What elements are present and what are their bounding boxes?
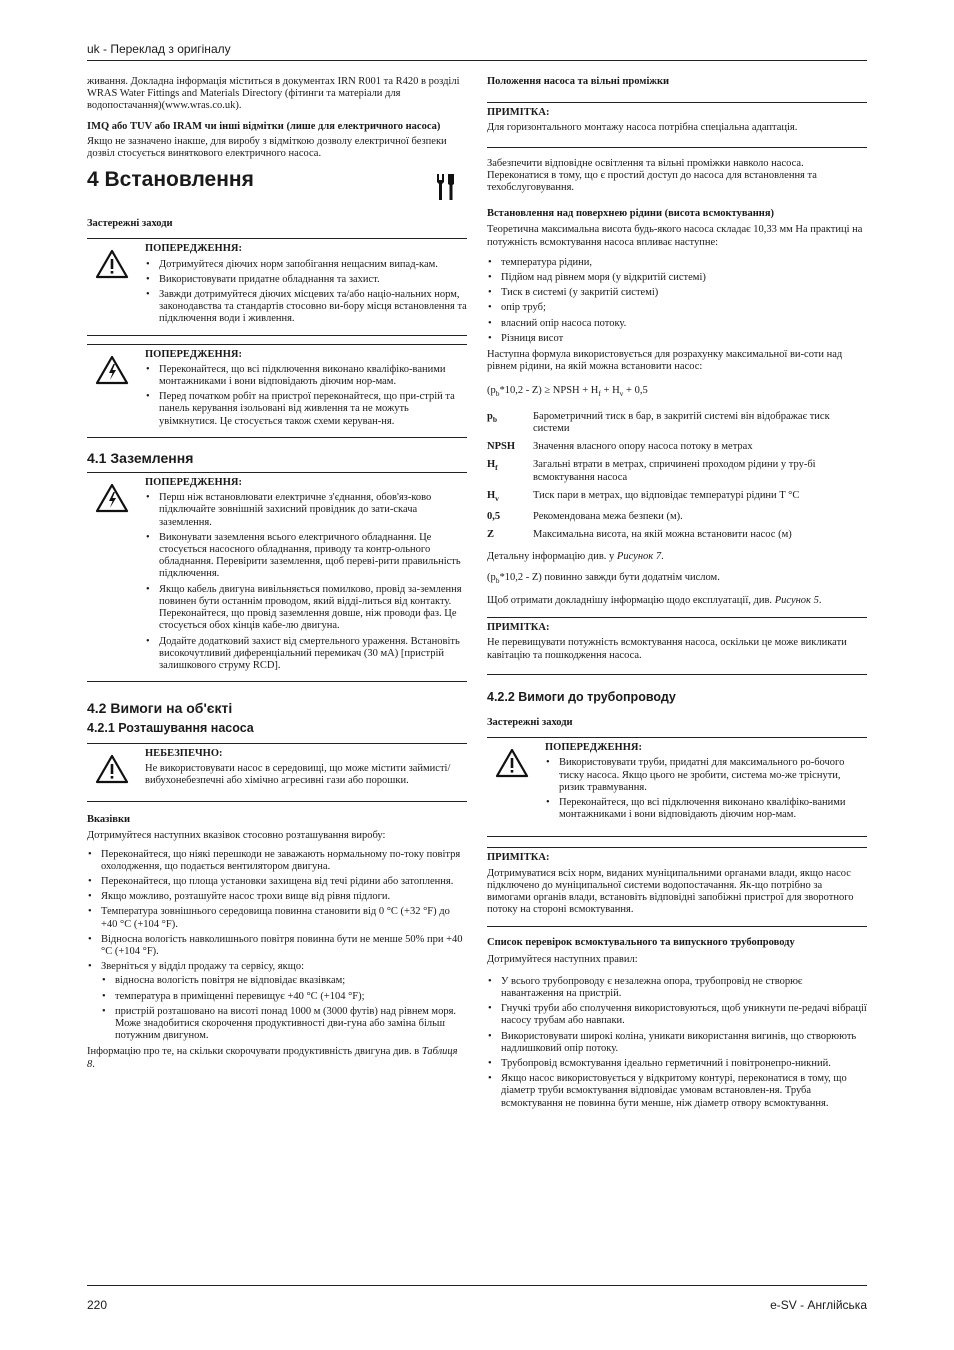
definition-key: 0,5 [487, 511, 501, 523]
lighting-text: Забезпечити відповідне освітлення та вільні проміжки навколо насоса. Переконатися в тому, що є простий доступ до насоса для встановлення та техобслуговування. [487, 157, 817, 194]
list-item: • Перш ніж встановлювати електричне з'єднання, обов'яз-ково підключайте зовнішній захисний провідник до зати-скача заземлення. [145, 492, 467, 529]
list-item: • Дотримуйтеся діючих норм запобігання нещасним випад-кам. [145, 259, 467, 271]
right-column [487, 76, 867, 1113]
list-item: • Перед початком робіт на пристрої переконайтеся, що при-стрій та панель керування ізольовані від живлення та не можуть увімкнутися. Це стосується також схеми керуван-ня. [145, 391, 467, 428]
list-item: • опір труб; [487, 302, 867, 314]
list-item: • Підйом над рівнем моря (у відкритій системі) [487, 272, 867, 284]
list-item: • Якщо можливо, розташуйте насос трохи вище від рівня підлоги. [87, 891, 467, 903]
suction-intro: Теоретична максимальна висота будь-якого насоса складає 10,33 мм На практиці на потужність всмоктування насоса впливає наступне: [487, 224, 863, 248]
page-header: uk - Переклад з оригіналу [87, 42, 231, 56]
precautions-heading: Застережні заходи [487, 716, 573, 728]
derate-text [87, 1046, 467, 1070]
list-item: • Використовувати широкі коліна, уникати використання вигинів, що створюють надлишковий опір потоку. [487, 1031, 867, 1055]
electrical-hazard-icon [87, 477, 145, 675]
guidelines-intro: Дотримуйтеся наступних вказівок стосовно розташування виробу: [87, 830, 386, 842]
operation-text [487, 595, 867, 607]
list-item: • У всього трубопроводу є незалежна опора, трубопровід не створює навантаження на пристрій. [487, 976, 867, 1000]
footer-divider [87, 1285, 867, 1286]
note-title: ПРИМІТКА: [487, 622, 550, 634]
section-4-2-2-title: 4.2.2 Вимоги до трубопроводу [487, 689, 676, 704]
section-4-2-title: 4.2 Вимоги на об'єкті [87, 700, 233, 717]
positive-text: $(p_b*10,2 - Z)$ повинно завжди бути додатнім числом. [487, 571, 720, 585]
electrical-hazard-icon [87, 349, 145, 431]
list-item: • Трубопровід всмоктування ідеально герметичний і повітронепро-никний. [487, 1058, 867, 1070]
list-item: • Переконайтеся, що площа установки захищена від течі рідини або затоплення. [87, 876, 467, 888]
list-item: • Різниця висот [487, 333, 867, 345]
table-8-link[interactable]: Таблиця 8 [87, 1046, 458, 1070]
definition-text: Барометричний тиск в бар, в закритій системі він відображає тиск системи [533, 410, 830, 434]
section-4-1-title: 4.1 Заземлення [87, 449, 194, 466]
note-text: Не перевищувати потужність всмоктування насоса, оскільки це може викликати кавітацію та пошкодження насоса. [487, 637, 847, 661]
definition-text: Максимальна висота, на якій можна встановити насос (м) [533, 529, 792, 541]
definition-text: Тиск пари в метрах, що відповідає температурі рідини T °C [533, 489, 800, 501]
warning-icon [87, 243, 145, 328]
list-item [87, 961, 467, 1042]
list-item: • Якщо кабель двигуна вивільняється помилково, провід за-землення повинен бути останнім проводом, який відді-литься від контакту. Переконайтеся, що провід заземлення довше, ніж проводи фаз. Це стосується обох кінців кабе-лю двигуна. [145, 584, 467, 633]
danger-icon [87, 748, 145, 788]
danger-text: Не використовувати насос в середовищі, що може містити займисті/вибухонебезпечні або хімічно агресивні гази або порошки. [145, 762, 451, 786]
warning-box-general [87, 238, 467, 335]
note-box-horizontal [487, 102, 867, 147]
list-item: • Тиск в системі (у закритій системі) [487, 287, 867, 299]
left-column [87, 76, 467, 1079]
sub-list-item: • відносна вологість повітря не відповідає вказівкам; [101, 975, 467, 987]
definition-key: $H_f$ [487, 459, 498, 473]
warning-box-piping [487, 737, 867, 837]
imq-heading: IMQ або TUV або IRAM чи інші відмітки (лише для електричного насоса) [87, 120, 441, 132]
definition-key: $H_v$ [487, 489, 499, 503]
position-heading: Положення насоса та вільні проміжки [487, 76, 670, 87]
footer-product: e-SV - Англійська [770, 1298, 867, 1312]
figure-7-link[interactable]: Рисунок 7 [616, 551, 662, 563]
warning-box-electrical [87, 344, 467, 438]
definition-key: $p_b$ [487, 410, 498, 424]
definition-key: Z [487, 529, 495, 541]
derate-text-end: . [92, 1058, 95, 1070]
definitions-list [487, 411, 867, 542]
list-item: • температура рідини, [487, 257, 867, 269]
definition-text: Значення власного опору насоса потоку в метрах [533, 441, 753, 453]
sub-list-item: • температура в приміщенні перевищує +40 °C (+104 °F); [101, 991, 467, 1003]
page-number: 220 [87, 1298, 108, 1312]
guidelines-heading: Вказівки [87, 814, 131, 826]
precautions-heading: Застережні заходи [87, 218, 173, 230]
detail-text-end: . [661, 551, 664, 563]
list-item: • Використовувати придатне обладнання та захист. [145, 274, 467, 286]
note-text: Для горизонтального монтажу насоса потрібна спеціальна адаптація. [487, 122, 798, 134]
list-item: • Завжди дотримуйтеся діючих місцевих та/або націо-нальних норм, законодавства та стандартів стосовно ви-бору місця встановлення та підключення води і живлення. [145, 289, 467, 326]
section-4-2-1-title: 4.2.1 Розташування насоса [87, 721, 254, 736]
list-item: • Температура зовнішнього середовища повинна становити від 0 °C (+32 °F) до +40 °C (+104 °F). [87, 906, 467, 930]
formula-intro: Наступна формула використовується для розрахунку максимальної ви-соти над рівнем рідини, на якій можна встановити насос: [487, 349, 843, 373]
detail-text [487, 551, 867, 563]
note-title: ПРИМІТКА: [487, 852, 550, 864]
warning-title: ПОПЕРЕДЖЕННЯ: [545, 742, 642, 754]
list-item: • Переконайтеся, що всі підключення виконано кваліфіко-ваними монтажниками і вони відповідають діючим нор-мам. [545, 797, 867, 821]
list-item: • Гнучкі труби або сполучення використовуються, щоб уникнути пе-редачі вібрації насосу трубам або навпаки. [487, 1003, 867, 1027]
definition-key: NPSH [487, 441, 516, 453]
definition-text: Рекомендована межа безпеки (м). [533, 511, 683, 523]
figure-5-link[interactable]: Рисунок 5 [774, 594, 819, 606]
list-item: • Виконувати заземлення всього електричного обладнання. Це стосується насосного обладнання, приводу та контр-ольного обладнання. Перевірити заземлення, щоб переві-рити правильність підключення. [145, 532, 467, 581]
danger-title: НЕБЕЗПЕЧНО: [145, 747, 223, 759]
intro-text: живання. Докладна інформація міститься в документах IRN R001 та R420 в розділі WRAS Water Fittings and Materials Directory (фітинги та матеріали для водопостачання)(www.wras.co.uk). [87, 76, 460, 112]
note-box-municipal [487, 847, 867, 927]
warning-title: ПОПЕРЕДЖЕННЯ: [145, 348, 242, 360]
list-item: • Якщо насос використовується у відкритому контурі, переконатися в тому, що діаметр труби всмоктування відповідає умовам встановлен-ня. Труба всмоктування не повинна бути менше, ніж діаметр отвору всмоктування. [487, 1073, 867, 1110]
operation-text-body: Щоб отримати докладнішу інформацію щодо експлуатації, див. [487, 594, 775, 606]
imq-text: Якщо не зазначено інакше, для виробу з відміткою дозволу електричної безпеки дозвіл стосується виняткового електричного насоса. [87, 135, 447, 160]
derate-text-body: Інформацію про те, на скільки скорочувати продуктивність двигуна див. в [87, 1046, 422, 1058]
header-divider [87, 60, 867, 61]
formula: $(p_b*10,2 - Z)$ ≥ NPSH + $H_f + H_v + 0,5$ [487, 385, 648, 399]
warning-icon [487, 742, 545, 824]
note-box-cavitation [487, 617, 867, 675]
sub-list-item: • пристрій розташовано на висоті понад 1000 м (3000 футів) над рівнем моря. Може знадобитися скорочення продуктивності дви-гуна або заміна більш потужним двигуном. [101, 1006, 467, 1043]
list-item: • Відносна вологість навколишнього повітря повинна бути не менше 50% при +40 °C (+104 °F). [87, 934, 467, 958]
list-item: • Використовувати труби, придатні для максимального ро-бочого тиску насоса. Якщо цього не зробити, система мо-же тріснути, ризик травмування. [545, 757, 867, 794]
list-item: • власний опір насоса потоку. [487, 318, 867, 330]
definition-text: Загальні втрати в метрах, спричинені проходом рідини у тру-бі всмоктування насоса [533, 459, 816, 483]
chapter-title: 4 Встановлення [87, 168, 254, 192]
chapter-heading [87, 168, 467, 206]
checklist-intro: Дотримуйтеся наступних правил: [487, 953, 638, 965]
list-item: • Переконайтеся, що всі підключення виконано кваліфіко-ваними монтажниками і вони відповідають діючим нор-мам. [145, 364, 467, 388]
suction-heading: Встановлення над поверхнею рідини (висота всмоктування) [487, 208, 775, 220]
note-text: Дотримуватися всіх норм, виданих муніципальними органами влади, якщо насос підключено до муніципальної системи водопостачання. Як-що потрібно за вимогами органів влади, встановіть відповідні запобіжні пристрої для зворотного потоку на стороні всмоктування. [487, 867, 854, 916]
list-item-text: Зверніться у відділ продажу та сервісу, якщо: [101, 961, 304, 973]
checklist-heading: Список перевірок всмоктувального та випускного трубопроводу [487, 937, 795, 949]
note-title: ПРИМІТКА: [487, 107, 550, 119]
tools-icon [433, 172, 457, 202]
list-item: • Додайте додатковий захист від смертельного ураження. Встановіть високочутливий диференціальний перемикач (30 мА) [пристрій залишкового струму RCD]. [145, 636, 467, 673]
list-item: • Переконайтеся, що ніякі перешкоди не заважають нормальному по-току повітря охолодження, що подається вентилятором двигуна. [87, 849, 467, 873]
detail-text-body: Детальну інформацію див. у [487, 551, 617, 563]
operation-text-end: . [818, 594, 822, 606]
warning-box-grounding [87, 472, 467, 682]
danger-box [87, 743, 467, 803]
warning-title: ПОПЕРЕДЖЕННЯ: [145, 477, 242, 489]
warning-title: ПОПЕРЕДЖЕННЯ: [145, 243, 242, 255]
